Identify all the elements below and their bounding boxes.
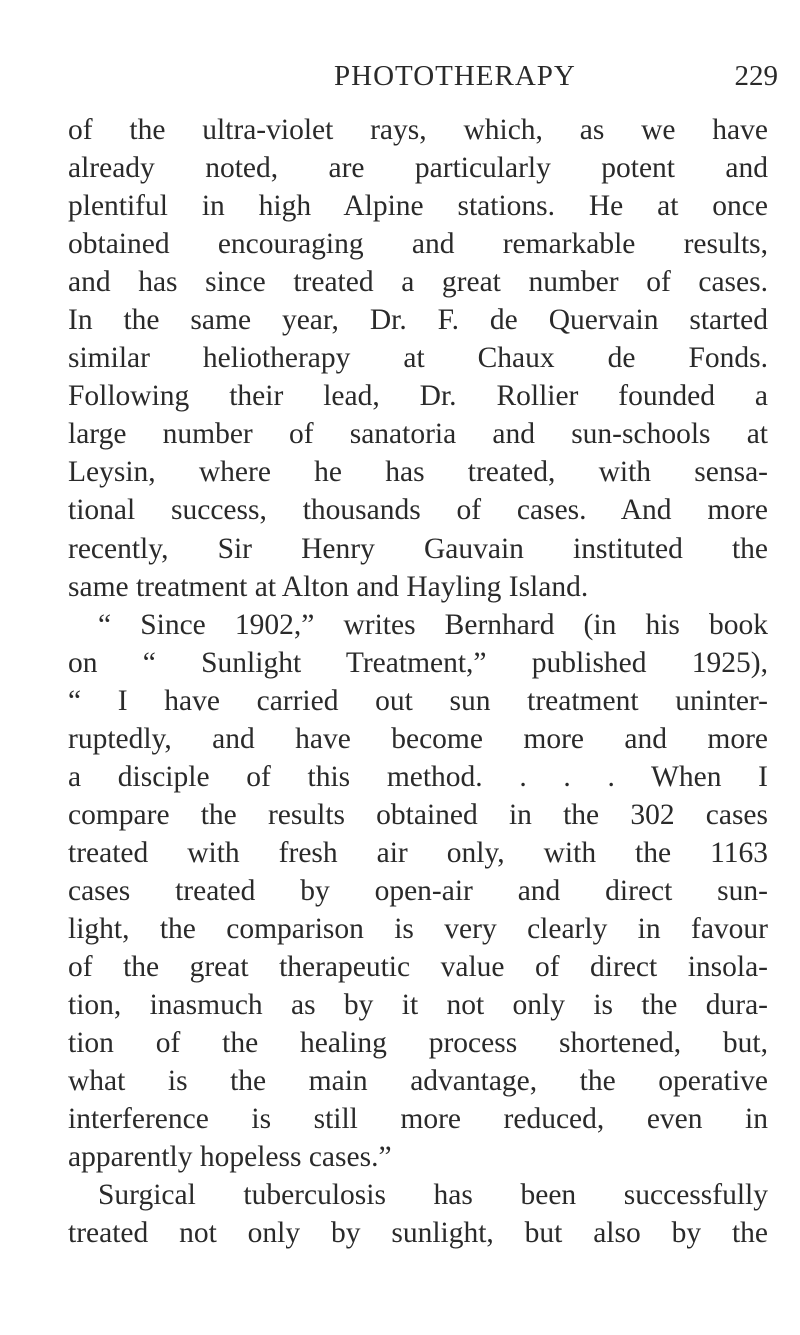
text-line: tion, inasmuch as by it not only is the dura- <box>68 989 768 1022</box>
page-number: 229 <box>734 60 778 92</box>
text-line: recently, Sir Henry Gauvain instituted the <box>68 532 768 565</box>
text-line: light, the comparison is very clearly in favour <box>68 912 768 945</box>
running-title: PHOTOTHERAPY <box>334 60 576 92</box>
text-line: tion of the healing process shortened, but, <box>68 1027 768 1060</box>
text-line: cases treated by open-air and direct sun- <box>68 874 768 907</box>
text-line: similar heliotherapy at Chaux de Fonds. <box>68 342 768 375</box>
text-line: treated not only by sunlight, but also by the <box>68 1217 768 1250</box>
text-line: Surgical tuberculosis has been successfully <box>98 1179 768 1212</box>
text-line: In the same year, Dr. F. de Quervain started <box>68 304 768 337</box>
text-line: compare the results obtained in the 302 cases <box>68 798 768 831</box>
text-line: of the ultra-violet rays, which, as we have <box>68 114 768 146</box>
running-head <box>0 60 800 100</box>
text-line: of the great therapeutic value of direct insola- <box>68 951 768 984</box>
text-line: “ Since 1902,” writes Bernhard (in his book <box>98 608 768 641</box>
text-line: ruptedly, and have become more and more <box>68 722 768 755</box>
text-line: and has since treated a great number of cases. <box>68 266 768 299</box>
text-line: plentiful in high Alpine stations. He at once <box>68 190 768 223</box>
text-line: tional success, thousands of cases. And more <box>68 494 768 527</box>
text-line: apparently hopeless cases.” <box>68 1141 392 1174</box>
text-line: “ I have carried out sun treatment uninter- <box>68 684 768 717</box>
text-line: a disciple of this method. . . . When I <box>68 760 768 793</box>
text-line: already noted, are particularly potent and <box>68 152 768 185</box>
body-text <box>68 111 768 1252</box>
text-line: treated with fresh air only, with the 1163 <box>68 836 768 869</box>
text-line: large number of sanatoria and sun-schools at <box>68 418 768 451</box>
text-line: Following their lead, Dr. Rollier founded a <box>68 380 768 413</box>
text-line: what is the main advantage, the operative <box>68 1065 768 1098</box>
text-line: interference is still more reduced, even in <box>68 1103 768 1136</box>
text-line: on “ Sunlight Treatment,” published 1925), <box>68 646 768 679</box>
text-line: same treatment at Alton and Hayling Island. <box>68 570 589 603</box>
text-line: obtained encouraging and remarkable results, <box>68 228 768 261</box>
text-line: Leysin, where he has treated, with sensa- <box>68 456 768 489</box>
